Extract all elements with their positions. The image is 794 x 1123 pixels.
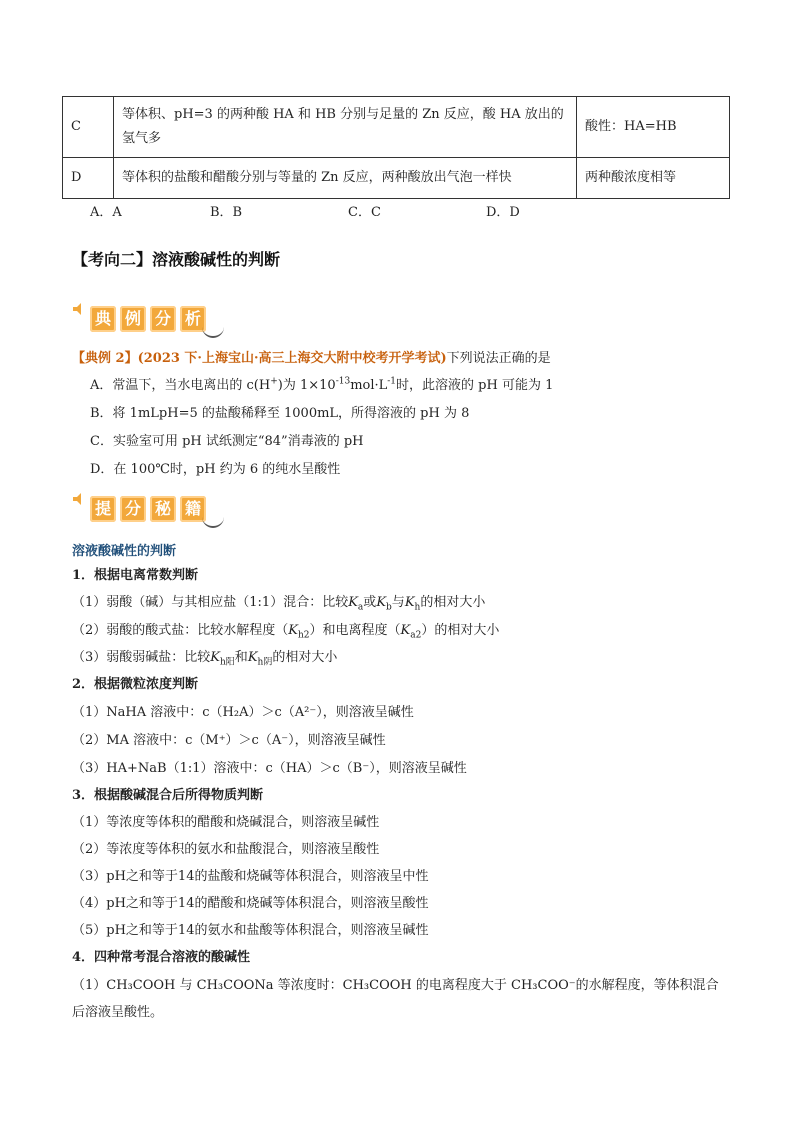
swoosh-decoration [202, 516, 224, 528]
choice-a: A．常温下，当水电离出的 c(H+)为 $1\times 10^{-13}mol\cdot L^{-1}$时，此溶液的 pH 可能为 1 [90, 376, 554, 393]
table-row [63, 158, 730, 199]
choice-d: D．在 100℃时，pH 约为 6 的纯水呈酸性 [90, 462, 341, 477]
row-conclusion: 两种酸浓度相等 [577, 158, 730, 199]
row-content [114, 97, 577, 158]
row-content: 等体积的盐酸和醋酸分别与等量的 Zn 反应，两种酸放出气泡一样快 [114, 158, 577, 199]
tips-line: 后溶液呈酸性。 [72, 1005, 164, 1020]
tips-line: （3）pH之和等于14的盐酸和烧碱等体积混合，则溶液呈中性 [72, 869, 429, 884]
option-a: A．A [90, 205, 122, 220]
badge-char: 例 [120, 306, 146, 332]
choice-b: B．将 1mLpH=5 的盐酸稀释至 1000mL，所得溶液的 pH 为 8 [90, 406, 470, 421]
row-label: D [63, 158, 114, 199]
example-analysis-badge [72, 302, 232, 336]
table-row [63, 97, 730, 158]
choice-c: C．实验室可用 pH 试纸测定“84”消毒液的 pH [90, 434, 364, 449]
tips-line: （3）HA+NaB（1:1）溶液中：c（HA）＞c（B⁻），则溶液呈碱性 [72, 761, 467, 776]
speaker-icon [72, 302, 86, 316]
badge-char: 分 [150, 306, 176, 332]
tips-line: （2）弱酸的酸式盐：比较水解程度$(K_{h2})$和电离程度$(K_{a2})$的相对大小 [72, 623, 500, 641]
row-label: C [63, 97, 114, 158]
row-content-line: 等体积、pH=3 的两种酸 HA 和 HB 分别与足量的 Zn 反应，酸 HA 放出的 [122, 107, 564, 122]
tips-line: （4）pH之和等于14的醋酸和烧碱等体积混合，则溶液呈酸性 [72, 896, 429, 911]
tips-line: （2）MA 溶液中：c（M⁺）＞c（A⁻），则溶液呈碱性 [72, 733, 386, 748]
option-d: D．D [486, 205, 520, 220]
example-source: 【典例 2】(2023 下·上海宝山·高三上海交大附中校考开学考试) [72, 351, 447, 366]
tips-badge [72, 492, 232, 526]
badge-char: 典 [90, 306, 116, 332]
tips-line: （1）CH₃COOH 与 CH₃COONa 等浓度时：CH₃COOH 的电离程度大于 CH₃COO⁻的水解程度，等体积混合 [72, 978, 719, 993]
row-content-line: 氢气多 [122, 131, 162, 146]
comparison-table [62, 96, 730, 199]
swoosh-decoration [202, 326, 224, 338]
example-question: 下列说法正确的是 [446, 351, 551, 366]
tips-heading-4: 4．四种常考混合溶液的酸碱性 [72, 950, 251, 965]
example-heading [72, 349, 551, 369]
tips-line: （3）弱酸弱碱盐：比较$K_{h阳}$和$K_{h阴}$的相对大小 [72, 650, 338, 668]
badge-char: 秘 [150, 496, 176, 522]
tips-heading-3: 3．根据酸碱混合后所得物质判断 [72, 788, 264, 803]
tips-heading-1: 1．根据电离常数判断 [72, 568, 199, 583]
badge-char: 析 [180, 306, 206, 332]
tips-line: （1）NaHA 溶液中：c（H₂A）＞c（A²⁻），则溶液呈碱性 [72, 705, 414, 720]
option-b: B．B [210, 205, 243, 220]
tips-line: （1）等浓度等体积的醋酸和烧碱混合，则溶液呈碱性 [72, 815, 380, 830]
option-c: C．C [348, 205, 381, 220]
badge-char: 籍 [180, 496, 206, 522]
tips-line: （1）弱酸（碱）与其相应盐（1:1）混合：比较$K_a$或$K_b$与$K_h$的相对大小 [72, 595, 486, 613]
section-title: 【考向二】溶液酸碱性的判断 [72, 250, 281, 269]
tips-line: （5）pH之和等于14的氨水和盐酸等体积混合，则溶液呈碱性 [72, 923, 429, 938]
badge-char: 提 [90, 496, 116, 522]
tips-heading-2: 2．根据微粒浓度判断 [72, 677, 199, 692]
row-conclusion: 酸性：HA=HB [577, 97, 730, 158]
speaker-icon [72, 492, 86, 506]
tips-title: 溶液酸碱性的判断 [72, 544, 177, 559]
badge-char: 分 [120, 496, 146, 522]
tips-line: （2）等浓度等体积的氨水和盐酸混合，则溶液呈酸性 [72, 842, 380, 857]
